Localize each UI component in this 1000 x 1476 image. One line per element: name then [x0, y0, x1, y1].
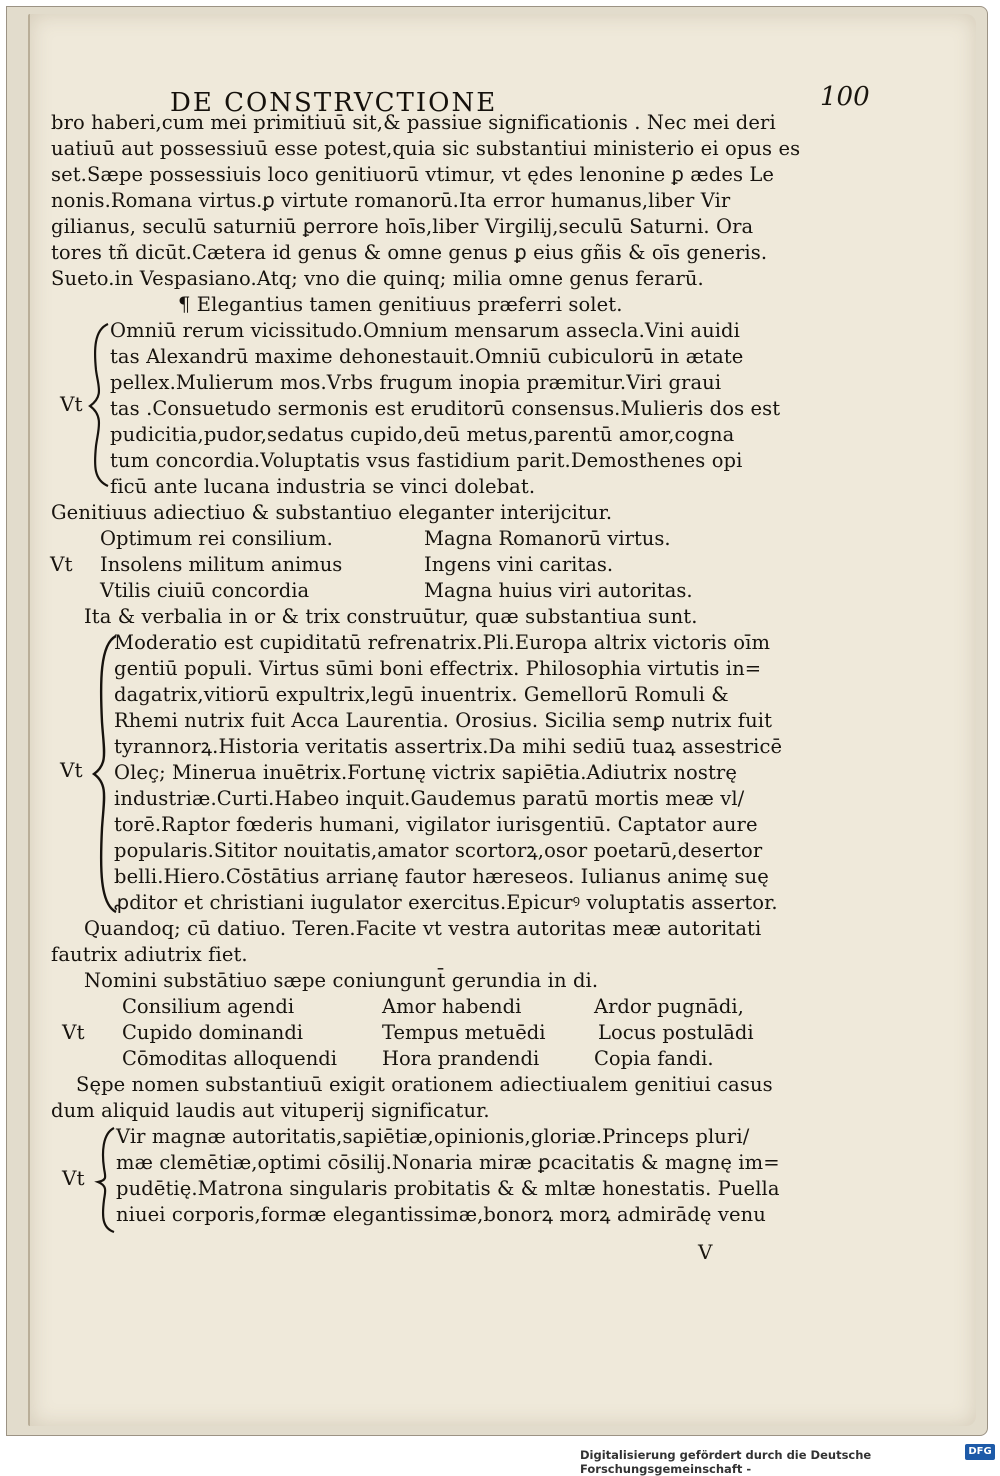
dfg-logo: DFG	[965, 1444, 995, 1460]
table-cell: Vtilis ciuiū concordia	[100, 579, 310, 602]
body-line: dum aliquid laudis aut vituperij significatur.	[51, 1099, 490, 1122]
book-page	[28, 14, 976, 1426]
example-line: industriæ.Curti.Habeo inquit.Gaudemus paratū mortis meæ vl/	[114, 787, 745, 810]
example-line: tas Alexandrū maxime dehonestauit.Omniū cubiculorū in ætate	[110, 345, 744, 368]
table-cell: Magna huius viri autoritas.	[424, 579, 693, 602]
example-line: popularis.Sititor nouitatis,amator scortorꝝ,osor poetarū,desertor	[114, 839, 763, 862]
example-line: mæ clemētiæ,optimi cōsilij.Nonaria miræ ꝑcacitatis & magnę im=	[116, 1151, 780, 1174]
example-line: belli.Hiero.Cōstātius arrianę fautor hæreseos. Iulianus animę suę	[114, 865, 769, 888]
table-cell: Hora prandendi	[382, 1047, 540, 1070]
example-line: Omniū rerum vicissitudo.Omnium mensarum assecla.Vini auidi	[110, 319, 740, 342]
table-cell: Insolens militum animus	[100, 553, 343, 576]
table-cell: Consilium agendi	[122, 995, 295, 1018]
table-cell: Ardor pugnādi,	[594, 995, 744, 1018]
example-line: tas .Consuetudo sermonis est eruditorū consensus.Mulieris dos est	[110, 397, 781, 420]
example-line: pudicitia,pudor,sedatus cupido,deū metus,parentū amor,cogna	[110, 423, 735, 446]
example-line: pellex.Mulierum mos.Vrbs frugum inopia præmitur.Viri graui	[110, 371, 722, 394]
body-line: gilianus, seculū saturniū ꝑerrore hoīs,liber Virgilij,seculū Saturni. Ora	[51, 215, 754, 238]
ut-label: Vt	[62, 1020, 85, 1044]
ut-label: Vt	[60, 392, 83, 416]
ut-label: Vt	[62, 1166, 85, 1190]
folio-number: 100	[820, 82, 870, 112]
table-cell: Cōmoditas alloquendi	[122, 1047, 337, 1070]
running-head: DE CONSTRVCTIONE	[170, 88, 498, 118]
example-line: Moderatio est cupiditatū refrenatrix.Pli.Europa altrix victoris oīm	[114, 631, 771, 654]
body-line: set.Sæpe possessiuis loco genitiuorū vtimur, vt ędes lenonine ꝑ ædes Le	[51, 163, 775, 186]
body-line: Nomini substātiuo sæpe coniungunt̄ gerundia in di.	[84, 969, 599, 992]
example-line: dagatrix,vitiorū expultrix,legū inuentrix. Gemellorū Romuli &	[114, 683, 729, 706]
body-line: Sueto.in Vespasiano.Atq; vno die quinq; milia omne genus ferarū.	[51, 267, 704, 290]
table-cell: Optimum rei consilium.	[100, 527, 333, 550]
example-line: Oleç; Minerua inuētrix.Fortunę victrix sapiētia.Adiutrix nostrę	[114, 761, 737, 784]
example-line: Rhemi nutrix fuit Acca Laurentia. Orosius. Sicilia semꝑ nutrix fuit	[114, 709, 773, 732]
body-line: Ita & verbalia in or & trix construūtur, quæ substantiua sunt.	[84, 605, 698, 628]
example-line: gentiū populi. Virtus sūmi boni effectrix. Philosophia virtutis in=	[114, 657, 762, 680]
paragraph-heading: ¶ Elegantius tamen genitiuus præferri solet.	[178, 293, 623, 316]
body-line: fautrix adiutrix fiet.	[51, 943, 248, 966]
ut-label: Vt	[60, 758, 83, 782]
body-line: uatiuū aut possessiuū esse potest,quia sic substantiui ministerio ei opus es	[51, 137, 801, 160]
table-cell: Magna Romanorū virtus.	[424, 527, 671, 550]
table-cell: Amor habendi	[382, 995, 522, 1018]
example-line: pudētię.Matrona singularis probitatis & & mltæ honestatis. Puella	[116, 1177, 780, 1200]
example-line: torē.Raptor fœderis humani, vigilator iurisgentiū. Captator aure	[114, 813, 758, 836]
example-line: niuei corporis,formæ elegantissimæ,bonorꝝ morꝝ admirādę venu	[116, 1203, 766, 1226]
body-line: bro haberi,cum mei primitiuū sit,& passiue significationis . Nec mei deri	[51, 111, 776, 134]
example-line: tyrannorꝝ.Historia veritatis assertrix.Da mihi sediū tuaꝝ assestricē	[114, 735, 783, 758]
body-line: nonis.Romana virtus.ꝑ virtute romanorū.Ita error humanus,liber Vir	[51, 189, 731, 212]
table-cell: Locus postulādi	[598, 1021, 754, 1044]
example-line: tum concordia.Voluptatis vsus fastidium parit.Demosthenes opi	[110, 449, 743, 472]
signature-mark: V	[698, 1240, 713, 1264]
body-line: Sępe nomen substantiuū exigit orationem adiectiualem genitiui casus	[76, 1073, 773, 1096]
table-cell: Tempus metuēdi	[382, 1021, 546, 1044]
example-line: Vir magnæ autoritatis,sapiētiæ,opinionis,gloriæ.Princeps pluri/	[116, 1125, 750, 1148]
example-line: ꝓditor et christiani iugulator exercitus.Epicurꝰ voluptatis assertor.	[114, 891, 778, 914]
example-line: ficū ante lucana industria se vinci dolebat.	[110, 475, 536, 498]
body-line: tores tñ dicūt.Cætera id genus & omne genus ꝑ eius gñis & oīs generis.	[51, 241, 768, 264]
table-cell: Ingens vini caritas.	[424, 553, 614, 576]
ut-label: Vt	[50, 552, 73, 576]
digitization-credit: Digitalisierung gefördert durch die Deutsche Forschungsgemeinschaft -	[580, 1448, 872, 1476]
table-cell: Cupido dominandi	[122, 1021, 304, 1044]
body-line: Quandoq; cū datiuo. Teren.Facite vt vestra autoritas meæ autoritati	[84, 917, 762, 940]
body-line: Genitiuus adiectiuo & substantiuo eleganter interijcitur.	[51, 501, 613, 524]
table-cell: Copia fandi.	[594, 1047, 714, 1070]
